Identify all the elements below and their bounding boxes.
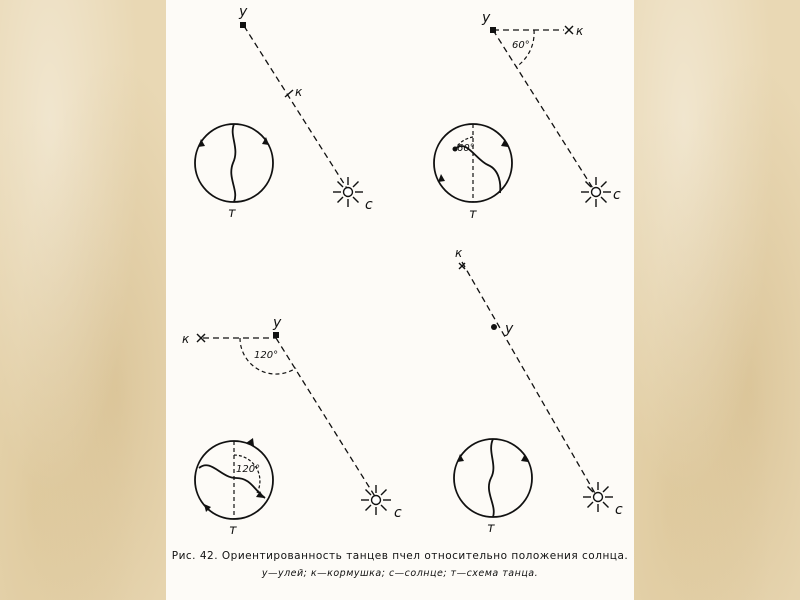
feeder-sun-direction-line xyxy=(462,262,596,495)
sun-icon xyxy=(583,482,613,512)
dance-label: т xyxy=(469,207,477,222)
panel-1 xyxy=(195,4,373,221)
hive-marker xyxy=(490,27,496,33)
sun-icon xyxy=(333,177,363,207)
hive-marker xyxy=(240,22,246,28)
hive-sun-direction-line xyxy=(276,338,376,498)
hive-sun-direction-line xyxy=(244,26,348,190)
hive-label: у xyxy=(239,4,248,20)
dance-label: т xyxy=(487,521,495,536)
dance-diagram xyxy=(434,124,512,202)
angle-label: 60° xyxy=(512,40,530,51)
caption-legend: у—улей; к—кормушка; с—солнце; т—схема танца. xyxy=(261,568,539,579)
parchment-left-border xyxy=(0,0,166,600)
dance-diagram xyxy=(195,124,273,202)
panel-2 xyxy=(434,10,621,222)
panel-4 xyxy=(454,246,623,536)
dance-angle-label: 120° xyxy=(236,464,261,475)
feeder-marker xyxy=(565,26,573,34)
figure-caption xyxy=(166,550,634,580)
dance-angle-label: 60° xyxy=(457,143,475,154)
sun-label: с xyxy=(615,502,623,518)
figure-page xyxy=(166,0,634,600)
sun-icon xyxy=(581,177,611,207)
sun-label: с xyxy=(613,187,621,203)
hive-label: у xyxy=(505,321,514,337)
hive-marker xyxy=(273,332,279,338)
angle-label: 120° xyxy=(254,350,279,361)
dance-label: т xyxy=(228,206,236,221)
hive-sun-direction-line xyxy=(493,30,594,190)
sun-label: с xyxy=(365,197,373,213)
feeder-label: к xyxy=(576,24,584,38)
panel-3 xyxy=(182,315,402,538)
feeder-label: к xyxy=(295,85,303,99)
sun-icon xyxy=(361,485,391,515)
sun-label: с xyxy=(394,505,402,521)
parchment-right-border xyxy=(634,0,800,600)
caption-title: Рис. 42. Ориентированность танцев пчел относительно положения солнца. xyxy=(171,550,629,562)
dance-diagram xyxy=(454,439,532,517)
hive-label: у xyxy=(482,10,491,26)
dance-diagram xyxy=(195,438,273,519)
feeder-label: к xyxy=(455,246,463,260)
hive-label: у xyxy=(273,315,282,331)
hive-marker xyxy=(491,324,497,330)
bee-dance-diagram xyxy=(166,0,634,600)
dance-label: т xyxy=(229,523,237,538)
feeder-label: к xyxy=(182,332,190,346)
